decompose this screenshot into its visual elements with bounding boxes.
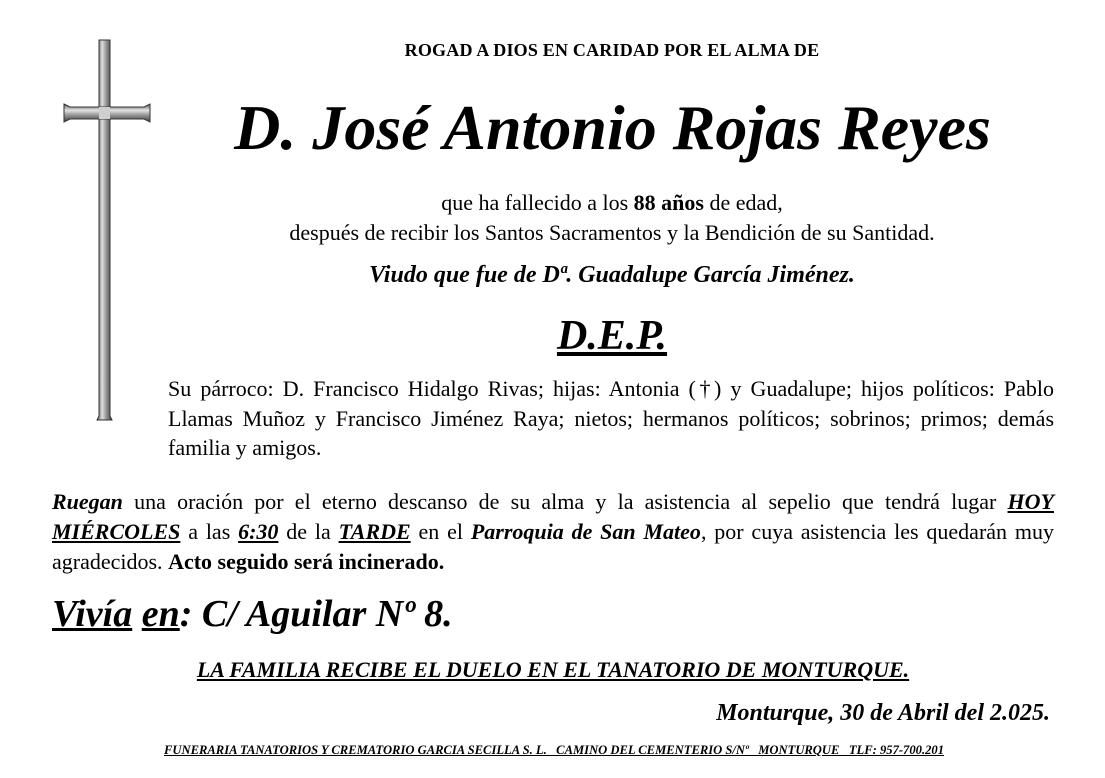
family-paragraph: Su párroco: D. Francisco Hidalgo Rivas; hijas: Antonia (†) y Guadalupe; hijos políticos: Pablo Llamas Muñoz y Francisco Jiménez Raya; nietos; hermanos políticos; sobrinos; primos; demás familia y amigos.: [168, 376, 1054, 460]
address-word-1: Vivía: [52, 593, 133, 635]
cross-icon: [60, 38, 152, 422]
ruegan-lead: Ruegan: [52, 489, 123, 514]
ruegan-place: Parroquia de San Mateo: [470, 519, 701, 544]
age-value: 88 años: [633, 190, 704, 215]
age-pre: que ha fallecido a los: [441, 190, 634, 215]
address-rest: : C/ Aguilar Nº 8.: [179, 593, 453, 635]
deceased-name: D. José Antonio Rojas Reyes: [234, 92, 991, 163]
address-line: [52, 592, 453, 636]
ruegan-tarde: TARDE: [338, 519, 411, 544]
age-post: de edad,: [703, 190, 783, 215]
ruegan-day-1: HOY: [1007, 489, 1054, 514]
age-line: [170, 190, 1054, 216]
dep-heading: D.E.P.: [556, 313, 668, 359]
footer-line: [52, 743, 1056, 758]
ruegan-text-1: una oración por el eterno descanso de su alma y la asistencia al sepelio que tendrá lugar: [122, 489, 1008, 514]
ruegan-closing: Acto seguido será incinerado.: [168, 549, 445, 574]
ruegan-text-3: de la: [278, 519, 339, 544]
ruegan-paragraph: [52, 487, 1054, 577]
ruegan-text-2: a las: [180, 519, 239, 544]
header-text: ROGAD A DIOS EN CARIDAD POR EL ALMA DE: [404, 40, 820, 60]
address-word-2: en: [141, 593, 180, 635]
footer-text: FUNERARIA TANATORIOS Y CREMATORIO GARCIA SECILLA S. L. CAMINO DEL CEMENTERIO S/Nº MONTURQUE TLF: 957-700.201: [164, 743, 944, 757]
ruegan-text-5: , por cuya asistencia les quedarán muy agradecidos.: [52, 519, 1054, 574]
duelo-line: LA FAMILIA RECIBE EL DUELO EN EL TANATORIO DE MONTURQUE.: [196, 657, 910, 682]
ruegan-day-2: MIÉRCOLES: [52, 519, 181, 544]
widow-line: Viudo que fue de Dª. Guadalupe García Jiménez.: [369, 262, 855, 288]
date-line: Monturque, 30 de Abril del 2.025.: [716, 700, 1050, 726]
sacraments-line: después de recibir los Santos Sacramentos y la Bendición de su Santidad.: [289, 220, 935, 245]
ruegan-time: 6:30: [238, 519, 279, 544]
ruegan-text-4: en el: [410, 519, 471, 544]
